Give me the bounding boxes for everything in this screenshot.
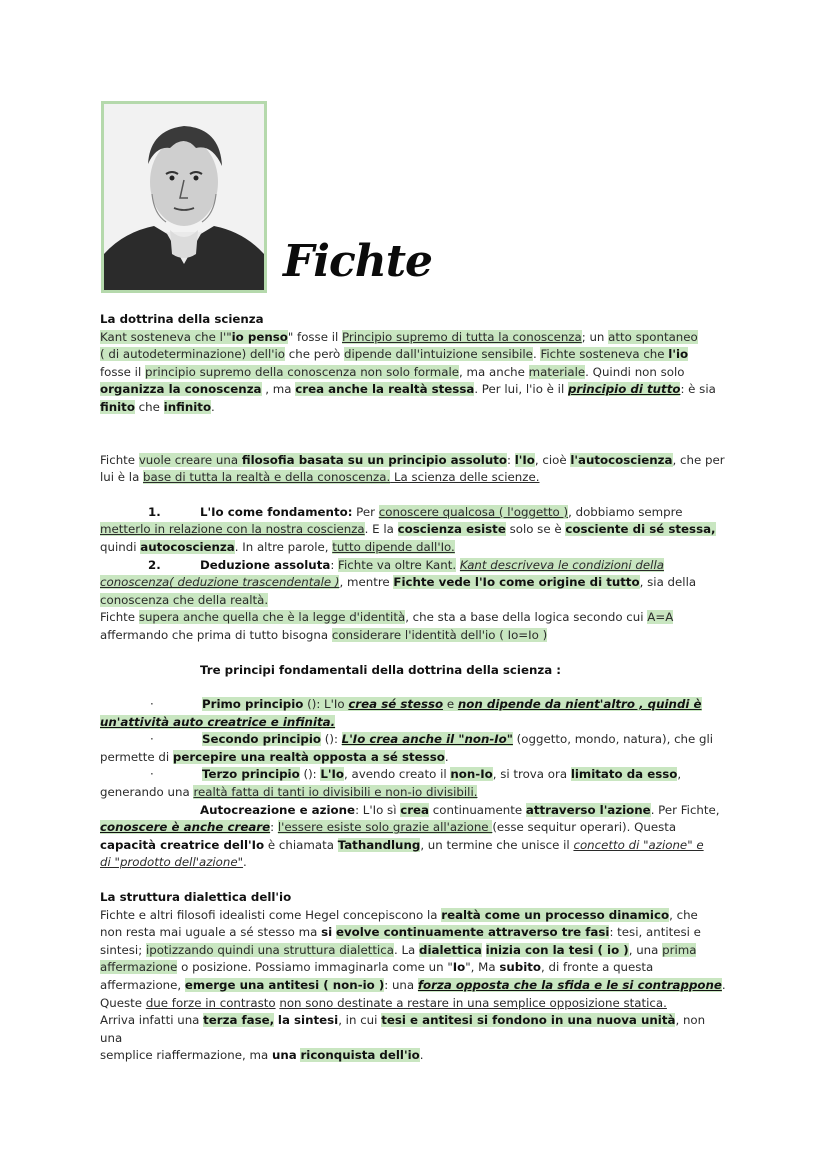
text-span: ; un: [581, 329, 609, 344]
text-span: non-Io: [450, 767, 493, 782]
list-number: 2.: [148, 557, 161, 572]
text-span: , che: [669, 907, 698, 922]
text-span: : una: [384, 978, 418, 992]
text-span: vuole creare una: [138, 452, 242, 467]
text-span: , che per: [672, 452, 725, 467]
text-span: emerge una antitesi ( non-io ): [184, 978, 385, 992]
text-span: Fichte sosteneva che: [540, 347, 669, 362]
fichte-portrait: [101, 101, 267, 293]
text-span: Fichte: [100, 452, 139, 467]
text-span: realtà come un processo dinamico: [441, 907, 670, 922]
text-span: L'Io: [320, 767, 345, 782]
text-span: L'Io crea anche il "non-Io": [341, 732, 513, 747]
text-span: (oggetto, mondo, natura), che gli: [512, 732, 714, 747]
text-span: [482, 943, 486, 957]
text-span: attraverso l'azione: [525, 802, 651, 817]
text-span: base di tutta la realtà e della conoscenza.: [143, 470, 391, 485]
text-span: conoscenza che della realtà.: [100, 592, 269, 607]
text-span: . Per Fichte,: [650, 802, 720, 817]
text-span: non sono destinate a restare in una semplice opposizione statica.: [279, 995, 667, 1010]
text-span: Autocreazione e azione: [200, 802, 356, 817]
paragraph-kant: [100, 329, 728, 417]
text-span: crea anche la realtà stessa: [295, 382, 475, 397]
bullet-primo-principio: [100, 696, 728, 731]
text-span: e: [443, 697, 458, 712]
text-span: subito: [499, 960, 541, 975]
text-span: ( di autodeterminazione) dell'io: [100, 347, 285, 362]
bullet-secondo-principio: [100, 731, 728, 766]
text-span: semplice riaffermazione, ma: [100, 1048, 272, 1063]
text-span: L'Io come fondamento:: [200, 504, 353, 519]
text-span: affermando che prima di tutto bisogna: [100, 627, 332, 642]
text-span: l'io: [668, 347, 689, 362]
text-span: o posizione. Possiamo immaginarla come un ": [177, 960, 453, 975]
text-span: , si trova ora: [492, 767, 571, 782]
text-span: La scienza delle scienze.: [390, 470, 540, 485]
text-span: lui è la: [100, 470, 144, 485]
text-span: affermazione,: [100, 978, 185, 992]
text-span: limitato da esso: [570, 767, 678, 782]
text-span: .: [243, 855, 247, 870]
text-span: non resta mai uguale a sé stesso ma: [100, 925, 322, 940]
text-span: . E la: [364, 522, 398, 537]
text-span: tesi e antitesi si fondono in una nuova unità: [381, 1013, 676, 1028]
text-span: , di fronte a questa: [541, 960, 654, 975]
text-span: , un termine che unisce il: [420, 837, 574, 852]
text-span: atto spontaneo: [608, 329, 698, 344]
text-span: dialettica: [419, 942, 482, 957]
text-span: .: [211, 399, 215, 414]
text-span: , sia della: [639, 575, 697, 590]
text-span: Secondo principio: [202, 732, 321, 747]
text-span: realtà fatta di tanti io divisibili e non-io divisibili.: [193, 785, 478, 800]
text-span: . In altre parole,: [234, 539, 333, 554]
text-span: :: [506, 452, 515, 467]
text-span: :: [330, 557, 339, 572]
text-span: conoscenza( deduzione trascendentale ): [100, 575, 340, 590]
text-span: Fichte: [100, 610, 139, 625]
paragraph-fichte-filosofia: [100, 452, 728, 487]
text-span: materiale: [528, 364, 586, 379]
text-span: : L'Io sì: [355, 802, 401, 817]
text-span: , non una: [100, 1013, 706, 1045]
text-span: dipende dall'intuizione sensibile: [344, 347, 533, 362]
text-span: Primo principio: [202, 697, 304, 712]
text-span: sintesi;: [100, 942, 146, 957]
text-span: permette di: [100, 749, 173, 764]
list-item-2: [100, 557, 728, 610]
text-span: Io: [452, 960, 466, 975]
text-span: , avendo creato il: [344, 767, 451, 782]
text-span: " fosse il: [287, 329, 343, 344]
text-span: Tathandlung: [337, 837, 421, 852]
text-span: percepire una realtà opposta a sé stesso: [172, 749, 445, 764]
text-span: Fichte vede l'Io come origine di tutto: [393, 575, 640, 590]
text-span: Principio supremo di tutta la conoscenza: [342, 329, 582, 344]
list-number: 1.: [148, 504, 161, 519]
text-span: riconquista dell'io: [300, 1048, 420, 1063]
text-span: che: [134, 399, 164, 414]
text-span: Arriva infatti una: [100, 1013, 204, 1028]
text-span: una: [271, 1048, 297, 1063]
text-span: capacità creatrice dell'Io: [100, 837, 265, 852]
bullet-dot: ·: [150, 697, 154, 712]
text-span: considerare l'identità dell'io ( Io=Io ): [331, 627, 548, 642]
paragraph-autocreazione: [100, 802, 728, 872]
text-span: autocoscienza: [140, 539, 235, 554]
text-span: , ma: [261, 382, 296, 397]
text-span: , cioè: [534, 452, 571, 467]
text-span: , mentre: [339, 575, 394, 590]
text-span: : è sia: [680, 382, 716, 397]
text-span: :: [270, 820, 278, 835]
text-span: conoscere è anche creare: [100, 820, 271, 835]
text-span: si: [321, 925, 333, 940]
text-span: .: [532, 347, 541, 362]
text-span: forza opposta che la sfida e le si contrappone: [417, 978, 722, 992]
section-heading-tre-principi: Tre principi fondamentali della dottrina della scienza :: [200, 662, 562, 677]
text-span: un'attività auto creatrice e infinita.: [100, 714, 336, 729]
text-span: conoscere qualcosa ( l'oggetto ): [378, 504, 569, 519]
text-span: coscienza esiste: [397, 522, 506, 537]
text-span: è chiamata: [264, 837, 338, 852]
text-span: Kant descriveva le condizioni della: [459, 557, 664, 572]
text-span: due forze in contrasto: [145, 995, 276, 1010]
text-span: organizza la conoscenza: [100, 382, 262, 397]
text-span: , una: [628, 942, 663, 957]
portrait-illustration: [104, 104, 264, 290]
text-span: ", Ma: [465, 960, 500, 975]
bullet-dot: ·: [150, 767, 154, 782]
text-span: Deduzione assoluta: [200, 557, 331, 572]
text-span: , ma anche: [459, 364, 529, 379]
text-span: ():: [299, 767, 321, 782]
text-span: . Per lui, l'io è il: [474, 382, 568, 397]
text-span: . La: [393, 942, 420, 957]
text-span: principio di tutto: [567, 382, 681, 397]
text-span: l'Io: [514, 452, 535, 467]
text-span: che però: [284, 347, 345, 362]
text-span: (esse sequitur operari). Questa: [492, 820, 677, 835]
text-span: , dobbiamo sempre: [568, 504, 683, 519]
text-span: continuamente: [429, 802, 526, 817]
text-span: principio supremo della conoscenza non solo formale: [144, 364, 460, 379]
text-span: supera anche quella che è la legge d'identità: [138, 610, 406, 625]
text-span: ,: [677, 767, 682, 782]
text-span: ipotizzando quindi una struttura dialettica: [145, 942, 394, 957]
text-span: (): L'Io: [303, 697, 349, 712]
text-span: non dipende da nient'altro , quindi è: [457, 697, 702, 712]
text-span: A=A: [647, 610, 674, 625]
text-span: Fichte e altri filosofi idealisti come Hegel concepiscono la: [100, 907, 442, 922]
text-span: .: [419, 1048, 424, 1063]
text-span: Per: [352, 504, 379, 519]
text-span: fosse il: [100, 364, 145, 379]
text-span: prima: [662, 942, 697, 957]
document-body: [100, 311, 728, 1065]
text-span: io penso: [231, 329, 288, 344]
text-span: di "prodotto dell'azione": [100, 855, 244, 870]
text-span: la sintesi: [277, 1013, 339, 1028]
paragraph-identita: [100, 609, 728, 644]
text-span: finito: [100, 399, 135, 414]
list-item-1: [100, 504, 728, 557]
text-span: Queste: [100, 995, 146, 1010]
text-span: Fichte va oltre Kant.: [338, 557, 457, 572]
section-heading-struttura-dialettica: La struttura dialettica dell'io: [100, 890, 292, 905]
bullet-terzo-principio: [100, 766, 728, 801]
text-span: evolve continuamente attraverso tre fasi: [335, 925, 610, 940]
text-span: affermazione: [100, 960, 178, 975]
text-span: . Quindi non solo: [585, 364, 685, 379]
text-span: tutto dipende dall'Io.: [332, 539, 455, 554]
text-span: l'essere esiste solo grazie all'azione: [277, 820, 493, 835]
bullet-dot: ·: [150, 732, 154, 747]
text-span: Terzo principio: [202, 767, 300, 782]
text-span: : tesi, antitesi e: [609, 925, 701, 940]
text-span: .: [721, 978, 726, 992]
text-span: terza fase,: [203, 1013, 275, 1028]
text-span: infinito: [163, 399, 212, 414]
paragraph-dialettica: [100, 907, 728, 1065]
text-span: inizia con la tesi ( io ): [485, 942, 629, 957]
text-span: quindi: [100, 539, 141, 554]
text-span: Kant sosteneva che l'": [100, 329, 232, 344]
text-span: crea sé stesso: [348, 697, 444, 712]
text-span: l'autocoscienza: [570, 452, 673, 467]
text-span: ():: [320, 732, 342, 747]
text-span: metterlo in relazione con la nostra coscienza: [100, 522, 365, 537]
text-span: .: [444, 749, 449, 764]
text-span: , che sta a base della logica secondo cui: [405, 610, 648, 625]
text-span: cosciente di sé stessa,: [565, 522, 716, 537]
text-span: , in cui: [338, 1013, 382, 1028]
text-span: crea: [400, 802, 430, 817]
text-span: filosofia basata su un principio assoluto: [241, 452, 507, 467]
text-span: generando una: [100, 785, 194, 800]
text-span: solo se è: [505, 522, 566, 537]
section-heading-dottrina: La dottrina della scienza: [100, 312, 264, 326]
page-title: Fichte: [283, 236, 433, 287]
text-span: concetto di "azione" e: [573, 837, 704, 852]
